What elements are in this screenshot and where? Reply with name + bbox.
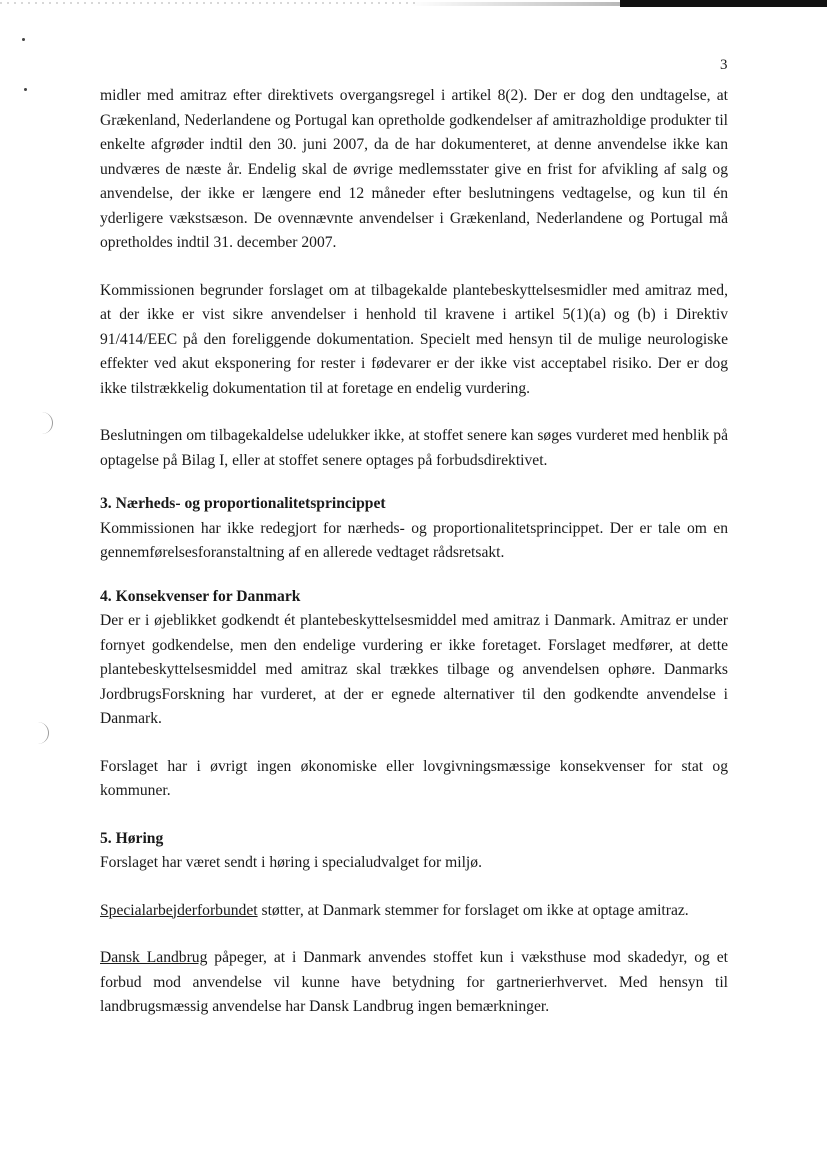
punch-hole-mark	[38, 412, 53, 434]
scan-speck	[24, 88, 27, 91]
stakeholder-name: Dansk Landbrug	[100, 949, 208, 966]
punch-hole-mark	[34, 722, 49, 744]
paragraph: midler med amitraz efter direktivets overgangsregel i artikel 8(2). Der er dog den undtagelse, at Grækenland, Nederlandene og Portugal kan opretholde godkendelser af amitrazholdige produkter til enkelte afgrøder indtil den 30. juni 2007, da de har dokumenteret, at denne anvendelse ikke kan undværes de næste år. Endelig skal de øvrige medlemsstater give en frist for afvikling af salg og anvendelse, der ikke er længere end 12 måneder efter beslutningens vedtagelse, og kun til én yderligere vækstsæson. De ovennævnte anvendelser i Grækenland, Nederlandene og Portugal må opretholdes indtil 31. december 2007.	[100, 87, 728, 251]
stakeholder-paragraph	[100, 946, 728, 1020]
scan-speck	[22, 38, 25, 41]
scan-noise	[0, 2, 420, 4]
paragraph: Kommissionen har ikke redegjort for nærheds- og proportionalitetsprincippet. Der er tale om en gennemførelsesforanstaltning af en allerede vedtaget rådsretsakt.	[100, 519, 728, 561]
section-heading: 3. Nærheds- og proportionalitetsprincippet	[100, 495, 386, 512]
paragraph: Der er i øjeblikket godkendt ét plantebeskyttelsesmiddel med amitraz i Danmark. Amitraz er under fornyet godkendelse, men den endelige vurdering er ikke foretaget. Forslaget medfører, at dette plantebeskyttelsesmiddel med amitraz skal trækkes tilbage og anvendelsen ophøre. Danmarks JordbrugsForskning har vurderet, at der er egnede alternativer til den godkendte anvendelse i Danmark.	[100, 612, 728, 727]
paragraph: Forslaget har i øvrigt ingen økonomiske eller lovgivningsmæssige konsekvenser for stat og kommuner.	[100, 757, 728, 799]
document-body	[100, 84, 728, 1020]
page-number: 3	[720, 57, 728, 73]
paragraph: Kommissionen begrunder forslaget om at tilbagekalde plantebeskyttelsesmidler med amitraz med, at der ikke er vist sikre anvendelser i henhold til kravene i artikel 5(1)(a) og (b) i Direktiv 91/414/EEC på den foreliggende dokumentation. Specielt med hensyn til de mulige neurologiske effekter ved akut eksponering for rester i fødevarer er der ikke vist acceptabel risiko. Der er dog ikke tilstrækkelig dokumentation til at foretage en endelig vurdering.	[100, 281, 728, 397]
stakeholder-name: Specialarbejderforbundet	[100, 901, 258, 919]
scan-shadow	[410, 2, 630, 6]
scan-edge-bar	[620, 0, 827, 7]
scan-top-border	[0, 0, 827, 10]
paragraph: Forslaget har været sendt i høring i specialudvalget for miljø.	[100, 854, 482, 871]
section-heading: 5. Høring	[100, 829, 164, 847]
stakeholder-statement: støtter, at Danmark stemmer for forslaget om ikke at optage amitraz.	[257, 901, 689, 919]
stakeholder-paragraph	[100, 899, 728, 924]
paragraph: Beslutningen om tilbagekaldelse udelukker ikke, at stoffet senere kan søges vurderet med henblik på optagelse på Bilag I, eller at stoffet senere optages på forbudsdirektivet.	[100, 427, 728, 469]
stakeholder-statement: påpeger, at i Danmark anvendes stoffet kun i væksthuse mod skadedyr, og et forbud mod anvendelse vil kunne have betydning for gartnerierhvervet. Med hensyn til landbrugsmæssig anvendelse har Dansk Landbrug ingen bemærkninger.	[100, 949, 728, 1015]
section-heading: 4. Konsekvenser for Danmark	[100, 587, 301, 605]
